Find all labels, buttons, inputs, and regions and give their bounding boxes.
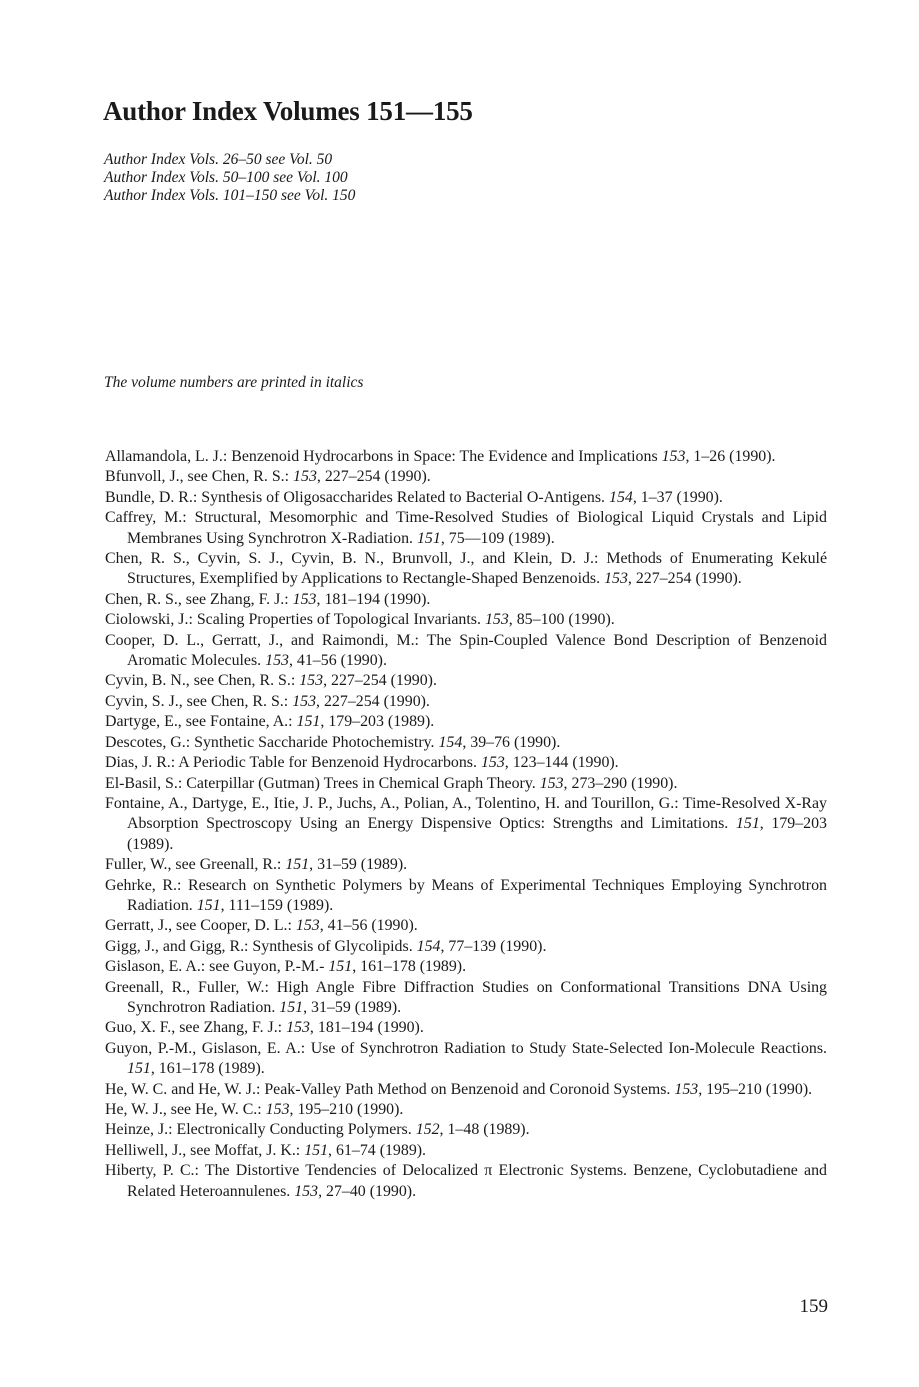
entry-pages: , 75—109 (1989). [440, 529, 555, 547]
entry-text: Gerratt, J., see Cooper, D. L.: [105, 917, 296, 935]
entry-volume: 153 [265, 1101, 290, 1118]
index-entry [105, 733, 827, 753]
entry-volume: 153 [292, 692, 317, 710]
entry-volume: 151 [279, 998, 304, 1016]
entry-volume: 153 [299, 672, 324, 690]
index-entry [105, 957, 827, 977]
entry-pages: , 227–254 (1990). [323, 672, 437, 690]
entry-volume: 151 [196, 896, 221, 914]
entry-volume: 153 [484, 611, 509, 629]
entry-text: Fuller, W., see Greenall, R.: [105, 856, 286, 874]
entry-volume: 153 [295, 917, 320, 935]
entry-text: He, W. J., see He, W. C.: [105, 1101, 266, 1118]
entry-text: Helliwell, J., see Moffat, J. K.: [105, 1141, 305, 1159]
entry-volume: 154 [416, 937, 441, 955]
entry-pages: , 227–254 (1990). [316, 468, 431, 486]
entry-text: Hiberty, P. C.: The Distortive Tendencies of Delocalized π Electronic Systems. Benzene, Cyclobutadiene and Related Heteroannulenes. [105, 1162, 827, 1200]
entry-text: Gislason, E. A.: see Guyon, P.-M.- [105, 958, 329, 976]
entry-volume: 151 [296, 713, 321, 731]
entry-text: Gehrke, R.: Research on Synthetic Polymers by Means of Experimental Techniques Employing Synchrotron Radiation. [105, 876, 827, 914]
entry-text: Descotes, G.: Synthetic Saccharide Photochemistry. [105, 733, 439, 751]
entry-text: Chen, R. S., Cyvin, S. J., Cyvin, B. N., Brunvoll, J., and Klein, D. J.: Methods of Enumerating Kekulé Structures, Exemplified by Applications to Rectangle-Shaped Benzenoids. [105, 550, 827, 588]
index-entry [105, 1120, 827, 1140]
index-entry [105, 692, 827, 712]
entry-pages: , 111–159 (1989). [220, 896, 334, 914]
entry-volume: 153 [265, 652, 289, 670]
entry-pages: , 227–254 (1990). [316, 692, 430, 710]
entry-text: Ciolowski, J.: Scaling Properties of Topological Invariants. [105, 611, 485, 629]
index-entry [105, 590, 827, 610]
entry-pages: , 77–139 (1990). [440, 937, 547, 955]
index-entry [105, 488, 827, 508]
entry-pages: , 227–254 (1990). [627, 570, 742, 588]
entry-volume: 152 [415, 1121, 440, 1139]
entry-volume: 151 [304, 1141, 329, 1159]
index-entry [105, 753, 827, 773]
entry-volume: 153 [539, 774, 564, 792]
index-entry [105, 447, 827, 467]
index-entry [105, 794, 827, 855]
entry-volume: 153 [604, 570, 628, 588]
entry-volume: 151 [416, 529, 441, 547]
entry-volume: 151 [328, 958, 353, 976]
index-entry [105, 1100, 827, 1120]
entry-pages: , 1–26 (1990). [685, 448, 776, 465]
index-entry [105, 1141, 827, 1161]
index-entry [105, 631, 827, 672]
entry-pages: , 39–76 (1990). [462, 733, 561, 751]
entry-volume: 153 [293, 468, 317, 486]
page-number: 159 [799, 1296, 828, 1317]
entry-volume: 151 [127, 1060, 151, 1078]
entry-pages: , 181–194 (1990). [316, 590, 431, 608]
entry-pages: , 273–290 (1990). [563, 774, 678, 792]
entry-pages: , 123–144 (1990). [504, 754, 619, 772]
entry-text: Caffrey, M.: Structural, Mesomorphic and Time-Resolved Studies of Biological Liquid Crystals and Lipid Membranes Using Synchrotron X-Radiation. [105, 509, 827, 547]
entry-pages: , 41–56 (1990). [288, 652, 387, 670]
entry-pages: , 179–203 (1989). [127, 815, 828, 853]
index-entry [105, 549, 827, 590]
entry-text: Bundle, D. R.: Synthesis of Oligosaccharides Related to Bacterial O-Antigens. [105, 488, 609, 506]
entry-pages: , 31–59 (1989). [303, 998, 402, 1016]
entry-text: He, W. C. and He, W. J.: Peak-Valley Path Method on Benzenoid and Coronoid Systems. [105, 1080, 675, 1098]
index-entry [105, 876, 827, 917]
entry-text: Heinze, J.: Electronically Conducting Polymers. [105, 1121, 416, 1139]
entry-volume: 153 [661, 448, 686, 465]
entry-text: Chen, R. S., see Zhang, F. J.: [105, 590, 293, 608]
entry-pages: , 195–210 (1990). [698, 1080, 813, 1098]
entry-pages: , 31–59 (1989). [309, 856, 408, 874]
index-entry [105, 855, 827, 875]
entry-text: Fontaine, A., Dartyge, E., Itie, J. P., Juchs, A., Polian, A., Tolentino, H. and Tourillon, G.: Time-Resolved X-Ray Absorption Spectroscopy Using an Energy Dispensive Optics: Strengths and Limitations. [105, 794, 827, 833]
entry-text: Dartyge, E., see Fontaine, A.: [105, 713, 297, 731]
index-entry [105, 937, 827, 957]
see-also-line: Author Index Vols. 101–150 see Vol. 150 [104, 187, 356, 204]
index-entry [105, 508, 827, 549]
entry-text: Allamandola, L. J.: Benzenoid Hydrocarbons in Space: The Evidence and Implications [105, 448, 662, 465]
entry-pages: , 41–56 (1990). [319, 917, 418, 935]
italics-note: The volume numbers are printed in italics [104, 374, 364, 391]
entry-volume: 154 [609, 488, 633, 506]
index-entry [105, 1161, 827, 1202]
entry-pages: , 161–178 (1989). [352, 958, 467, 976]
entry-volume: 153 [294, 1182, 319, 1200]
entry-text: Dias, J. R.: A Periodic Table for Benzenoid Hydrocarbons. [105, 754, 481, 772]
entry-volume: 153 [480, 754, 505, 772]
entry-pages: , 27–40 (1990). [318, 1182, 417, 1200]
index-entry [105, 1039, 827, 1080]
entry-pages: , 181–194 (1990). [309, 1019, 424, 1037]
entry-volume: 154 [438, 733, 463, 751]
entry-text: Cyvin, B. N., see Chen, R. S.: [105, 672, 300, 690]
see-also-line: Author Index Vols. 26–50 see Vol. 50 [104, 151, 333, 168]
entry-text: Greenall, R., Fuller, W.: High Angle Fibre Diffraction Studies on Conformational Transitions DNA Using Synchrotron Radiation. [105, 978, 827, 1016]
entry-text: Guyon, P.-M., Gislason, E. A.: Use of Synchrotron Radiation to Study State-Selected Ion-Molecule Reactions. [105, 1039, 827, 1057]
entry-pages: , 1–37 (1990). [632, 488, 723, 506]
index-entry [105, 916, 827, 936]
entry-text: El-Basil, S.: Caterpillar (Gutman) Trees in Chemical Graph Theory. [105, 774, 540, 792]
index-entry [105, 712, 827, 732]
index-entry [105, 467, 827, 487]
index-entry [105, 774, 827, 794]
entry-pages: , 85–100 (1990). [508, 611, 615, 629]
entry-volume: 153 [292, 590, 317, 608]
entry-volume: 153 [286, 1019, 310, 1037]
entry-volume: 151 [735, 815, 760, 833]
page-title: Author Index Volumes 151—155 [103, 96, 473, 126]
entry-text: Cooper, D. L., Gerratt, J., and Raimondi, M.: The Spin-Coupled Valence Bond Description of Benzenoid Aromatic Molecules. [105, 631, 827, 670]
index-entry [105, 978, 827, 1019]
see-also-list [104, 151, 355, 205]
see-also-line: Author Index Vols. 50–100 see Vol. 100 [104, 169, 348, 186]
entry-pages: , 195–210 (1990). [289, 1101, 404, 1118]
entry-text: Bfunvoll, J., see Chen, R. S.: [105, 468, 294, 486]
entry-pages: , 179–203 (1989). [320, 713, 435, 731]
index-entry [105, 1018, 827, 1038]
author-index-list [105, 447, 827, 1202]
entry-volume: 151 [285, 856, 310, 874]
entry-text: Cyvin, S. J., see Chen, R. S.: [105, 692, 293, 710]
index-entry [105, 1080, 827, 1100]
entry-text: Guo, X. F., see Zhang, F. J.: [105, 1019, 287, 1037]
entry-text: Gigg, J., and Gigg, R.: Synthesis of Glycolipids. [105, 937, 417, 955]
entry-pages: , 61–74 (1989). [328, 1141, 427, 1159]
entry-pages: , 1–48 (1989). [439, 1121, 530, 1139]
index-entry [105, 671, 827, 691]
entry-volume: 153 [674, 1080, 699, 1098]
entry-pages: , 161–178 (1989). [150, 1060, 265, 1078]
index-entry [105, 610, 827, 630]
